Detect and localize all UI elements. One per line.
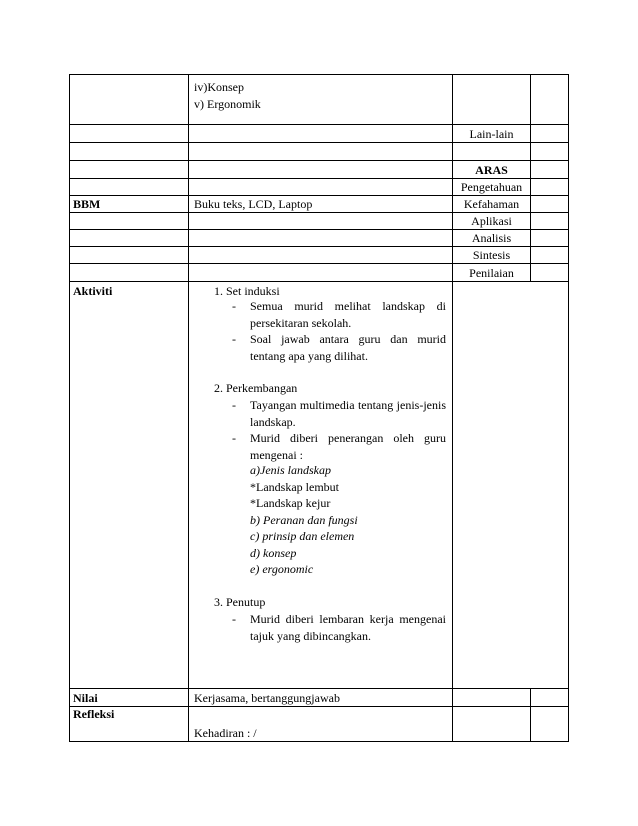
level-heading: ARAS bbox=[475, 163, 508, 177]
table-border-right bbox=[568, 74, 569, 742]
development-item-1: Tayangan multimedia tentang jenis-jenis landskap. bbox=[250, 398, 446, 429]
table-border-left bbox=[69, 74, 70, 742]
section-closure: 3. Penutup bbox=[214, 595, 266, 609]
ergonomics-line: v) Ergonomik bbox=[194, 97, 261, 111]
row-divider bbox=[69, 212, 569, 213]
bullet-marker: - bbox=[232, 398, 236, 412]
values-label: Nilai bbox=[73, 691, 98, 705]
row-divider bbox=[69, 281, 569, 282]
level-analysis: Analisis bbox=[471, 231, 512, 245]
set-induction-item-1: Semua murid melihat landskap di persekitaran sekolah. bbox=[250, 299, 446, 330]
section-development: 2. Perkembangan bbox=[214, 381, 298, 395]
reflection-label: Refleksi bbox=[73, 707, 115, 721]
development-sub-1: a)Jenis landskap bbox=[250, 463, 331, 477]
other-label: Lain-lain bbox=[469, 127, 514, 141]
section-set-induction: 1. Set induksi bbox=[214, 284, 280, 298]
row-divider bbox=[69, 229, 569, 230]
bullet-marker: - bbox=[232, 332, 236, 346]
development-sub-7: e) ergonomic bbox=[250, 562, 314, 576]
level-synthesis: Sintesis bbox=[472, 248, 511, 262]
row-divider bbox=[69, 160, 569, 161]
bbm-content: Buku teks, LCD, Laptop bbox=[194, 197, 313, 211]
set-induction-item-2: Soal jawab antara guru dan murid tentang apa yang dilihat. bbox=[250, 332, 446, 363]
column-divider bbox=[530, 688, 531, 742]
row-divider bbox=[69, 142, 569, 143]
level-application: Aplikasi bbox=[471, 214, 512, 228]
development-sub-5: c) prinsip dan elemen bbox=[250, 529, 355, 543]
row-divider bbox=[69, 124, 569, 125]
table-border-bottom bbox=[69, 741, 569, 742]
level-understanding: Kefahaman bbox=[463, 197, 520, 211]
column-divider bbox=[188, 74, 189, 742]
bullet-marker: - bbox=[232, 612, 236, 626]
row-divider bbox=[69, 195, 569, 196]
development-sub-4: b) Peranan dan fungsi bbox=[250, 513, 358, 527]
bullet-marker: - bbox=[232, 431, 236, 445]
closure-item-1: Murid diberi lembaran kerja mengenai tajuk yang dibincangkan. bbox=[250, 612, 446, 643]
attendance-line: Kehadiran : / bbox=[194, 726, 257, 740]
values-content: Kerjasama, bertanggungjawab bbox=[194, 691, 340, 705]
level-evaluation: Penilaian bbox=[469, 266, 514, 280]
bullet-marker: - bbox=[232, 299, 236, 313]
development-sub-6: d) konsep bbox=[250, 546, 297, 560]
bbm-label: BBM bbox=[73, 197, 101, 211]
row-divider bbox=[69, 706, 569, 707]
development-item-2: Murid diberi penerangan oleh guru mengenai : bbox=[250, 431, 446, 462]
row-divider bbox=[69, 688, 569, 689]
level-knowledge: Pengetahuan bbox=[460, 180, 523, 194]
activity-label: Aktiviti bbox=[73, 284, 113, 298]
column-divider bbox=[530, 74, 531, 281]
concept-line: iv)Konsep bbox=[194, 80, 244, 94]
row-divider bbox=[69, 178, 569, 179]
row-divider bbox=[69, 246, 569, 247]
development-sub-3: *Landskap kejur bbox=[250, 496, 331, 510]
table-border-top bbox=[69, 74, 569, 75]
row-divider bbox=[69, 263, 569, 264]
development-sub-2: *Landskap lembut bbox=[250, 480, 339, 494]
